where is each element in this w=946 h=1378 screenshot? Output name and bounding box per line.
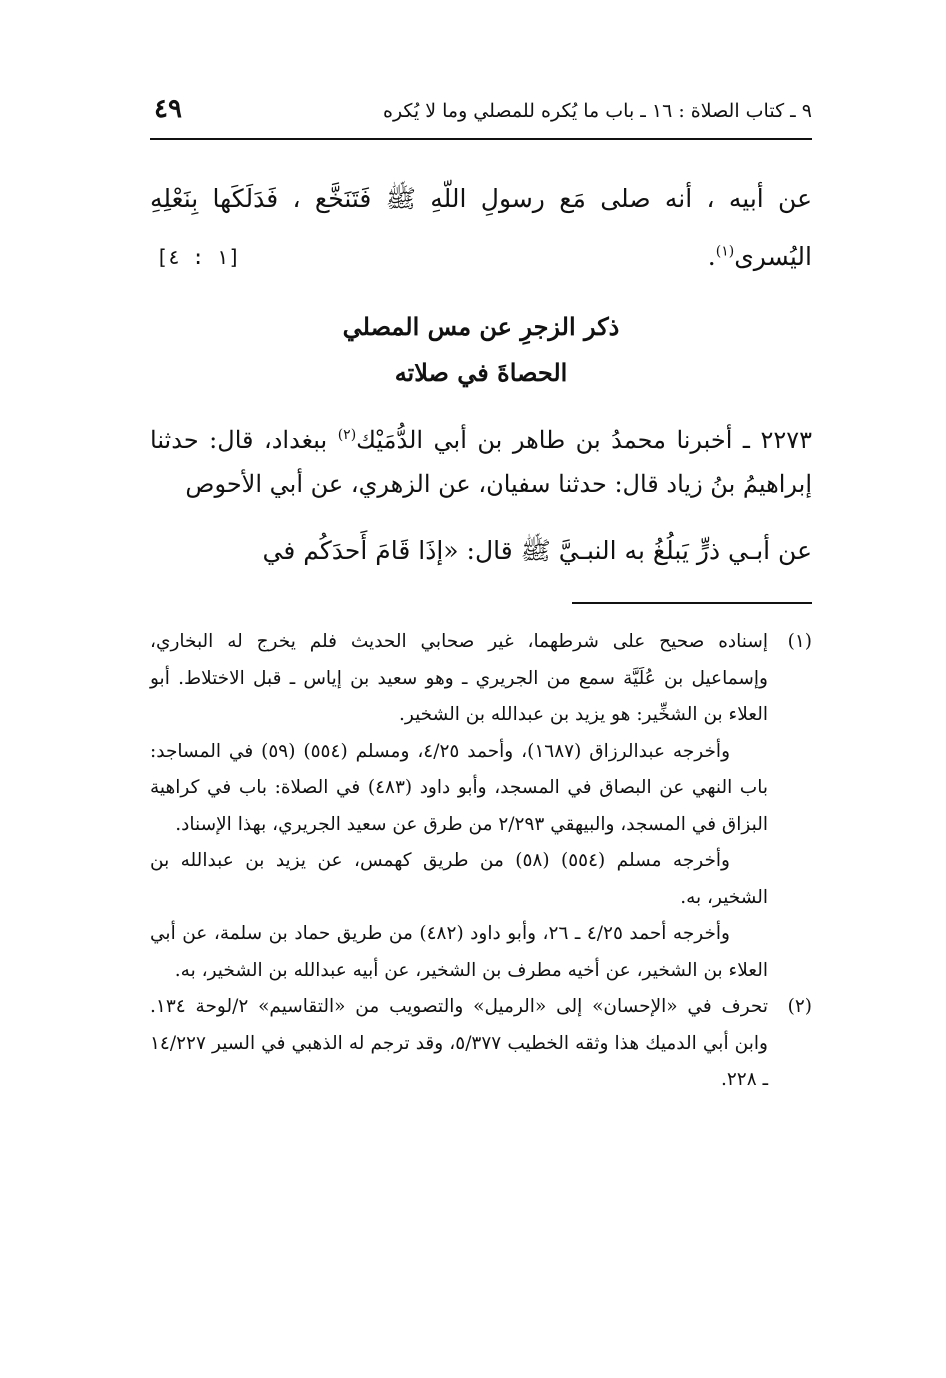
heading-line-1: ذكر الزجرِ عن مس المصلي <box>342 312 620 341</box>
intro-end: . <box>707 242 716 271</box>
chapter-heading <box>150 304 812 396</box>
matn-text: عن أبـي ذرٍّ يَبلُغُ به النبـيَّ ﷺ قال: «إذَا قَامَ أَحدَكُم في <box>262 536 812 565</box>
footnote-mark-1: (١) <box>715 243 735 260</box>
footnotes <box>150 624 812 1099</box>
running-title: ٩ ـ كتاب الصلاة : ١٦ ـ باب ما يُكره للمصلي وما لا يُكره <box>382 100 812 122</box>
main-text <box>150 170 812 576</box>
footnote-1-para-1: إسناده صحيح على شرطهما، غير صحابي الحديث فلم يخرج له البخاري، وإسماعيل بن عُلَيَّة سمع من الجريري ـ وهو سعيد بن إياس ـ قبل الاختلاط. أبو العلاء بن الشخِّير: هو يزيد بن عبدالله بن الشخير. <box>150 631 768 725</box>
intro-paragraph <box>150 170 812 286</box>
footnote-mark-2: (٢) <box>337 427 357 443</box>
page-header <box>150 90 812 140</box>
footnote-1 <box>150 624 812 989</box>
hadith-matn <box>150 526 812 576</box>
isnad-text-start: ٢٢٧٣ ـ أخبرنا محمدُ بن طاهر بن أبي الدُّمَيْك <box>356 426 813 454</box>
footnote-1-number: (١) <box>787 631 812 652</box>
page-number: ٤٩ <box>154 94 182 124</box>
footnote-separator <box>572 602 812 604</box>
footnote-1-para-3: وأخرجه مسلم (٥٥٤) (٥٨) من طريق كهمس، عن يزيد بن عبدالله بن الشخير، به. <box>150 850 768 908</box>
footnote-2 <box>150 989 812 1099</box>
hadith-isnad <box>150 418 812 506</box>
hadith-reference: [١ : ٤] <box>156 245 241 269</box>
intro-text: عن أبيه ، أنه صلى مَع رسولِ اللّهِ ﷺ فَتَنَخَّع ، فَدَلَكَها بِنَعْلِهِ اليُسرى <box>150 184 812 271</box>
footnote-2-number: (٢) <box>787 996 812 1017</box>
book-page <box>150 90 812 1290</box>
heading-line-2: الحصاةَ في صلاته <box>394 358 568 387</box>
footnote-2-para-1: تحرف في «الإحسان» إلى «الرميل» والتصويب من «التقاسيم» ٢/لوحة ١٣٤. وابن أبي الدميك هذا وثقه الخطيب ٥/٣٧٧، وقد ترجم له الذهبي في السير ١٤/٢٢٧ ـ ٢٢٨. <box>150 996 768 1090</box>
isnad-text-end: ببغداد، قال: حدثنا إبراهيمُ بنُ زياد قال: حدثنا سفيان، عن الزهري، عن أبي الأحوص <box>150 426 812 498</box>
footnote-1-para-2: وأخرجه عبدالرزاق (١٦٨٧)، وأحمد ٤/٢٥، ومسلم (٥٥٤) (٥٩) في المساجد: باب النهي عن البصاق في المسجد، وأبو داود (٤٨٣) في الصلاة: باب في كراهية البزاق في المسجد، والبيهقي ٢/٢٩٣ من طرق عن سعيد الجريري، بهذا الإسناد. <box>150 740 769 835</box>
footnote-1-para-4: وأخرجه أحمد ٤/٢٥ ـ ٢٦، وأبو داود (٤٨٢) من طريق حماد بن سلمة، عن أبي العلاء بن الشخير، عن أخيه مطرف بن الشخير، عن أبيه عبدالله بن الشخير، به. <box>150 923 768 981</box>
